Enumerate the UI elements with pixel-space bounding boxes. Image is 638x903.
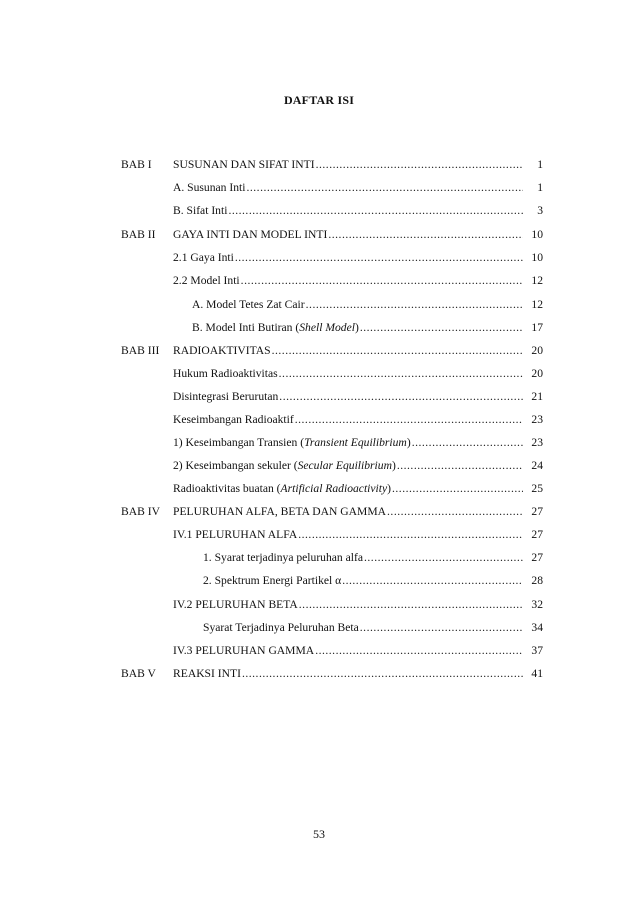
dot-leader <box>241 273 523 289</box>
entry-title <box>192 297 305 313</box>
dot-leader <box>387 504 523 520</box>
toc-entry[interactable] <box>173 666 525 682</box>
entry-title-italic: Secular Equilibrium <box>297 459 392 472</box>
dot-leader <box>342 573 523 589</box>
entry-page-number: 27 <box>531 505 543 518</box>
entry-title <box>173 366 278 382</box>
toc-row <box>0 180 638 196</box>
entry-title-text: IV.3 PELURUHAN GAMMA <box>173 644 315 657</box>
entry-title <box>173 203 227 219</box>
entry-page-number: 10 <box>531 228 543 241</box>
dot-leader <box>242 666 523 682</box>
page-number: 53 <box>313 827 325 841</box>
toc-entry[interactable] <box>192 297 525 313</box>
dot-leader <box>360 620 523 636</box>
toc-entry[interactable] <box>173 157 525 173</box>
toc-entry[interactable] <box>173 366 525 382</box>
toc-row <box>0 597 638 613</box>
entry-title <box>173 157 315 173</box>
toc-entry[interactable] <box>173 597 525 613</box>
dot-leader <box>295 412 523 428</box>
toc-entry[interactable] <box>173 458 525 474</box>
toc-row <box>0 366 638 382</box>
toc-row <box>0 435 638 451</box>
dot-leader <box>306 297 523 313</box>
dot-leader <box>279 366 523 382</box>
entry-page-number: 27 <box>531 551 543 564</box>
toc-entry[interactable] <box>173 227 525 243</box>
entry-title <box>173 227 327 243</box>
toc-row <box>0 481 638 497</box>
toc-entry[interactable] <box>173 412 525 428</box>
entry-page-number: 37 <box>531 644 543 657</box>
entry-title <box>173 250 234 266</box>
toc-row <box>0 412 638 428</box>
entry-title-text: Radioaktivitas buatan ( <box>173 482 281 495</box>
entry-title-text: ) <box>354 321 359 334</box>
toc-row <box>0 227 638 243</box>
entry-page-number: 34 <box>531 621 543 634</box>
dot-leader <box>397 458 523 474</box>
toc-row <box>0 550 638 566</box>
entry-title <box>173 343 271 359</box>
entry-title-text: 1) Keseimbangan Transien ( <box>173 436 305 449</box>
entry-title-italic: Transient Equilibrium <box>304 436 407 449</box>
dot-leader <box>392 481 523 497</box>
entry-page-number: 20 <box>531 367 543 380</box>
toc-row <box>0 343 638 359</box>
entry-title-text: A. Model Tetes Zat Cair <box>192 298 305 311</box>
dot-leader <box>272 343 523 359</box>
chapter-label: BAB III <box>121 344 160 357</box>
toc-row <box>0 666 638 682</box>
toc-entry[interactable] <box>173 180 525 196</box>
entry-title <box>173 597 298 613</box>
entry-title <box>173 481 391 497</box>
toc-entry[interactable] <box>173 481 525 497</box>
entry-title-text: Syarat Terjadinya Peluruhan Beta <box>203 621 359 634</box>
entry-title-text: 1. Syarat terjadinya peluruhan alfa <box>203 551 363 564</box>
toc-entry[interactable] <box>173 203 525 219</box>
entry-title-text: GAYA INTI DAN MODEL INTI <box>173 228 328 241</box>
toc-entry[interactable] <box>173 527 525 543</box>
entry-title-text: 2.1 Gaya Inti <box>173 251 234 264</box>
dot-leader <box>299 597 523 613</box>
entry-title <box>173 458 396 474</box>
toc-entry[interactable] <box>203 620 525 636</box>
toc-row <box>0 573 638 589</box>
entry-title-text: ) <box>391 459 396 472</box>
toc-entry[interactable] <box>203 550 525 566</box>
toc-entry[interactable] <box>173 273 525 289</box>
entry-title <box>173 666 241 682</box>
toc-row <box>0 389 638 405</box>
entry-page-number: 12 <box>531 298 543 311</box>
entry-title <box>203 550 363 566</box>
toc-row <box>0 273 638 289</box>
entry-page-number: 1 <box>537 181 543 194</box>
entry-title <box>173 504 386 520</box>
entry-title-text: 2. Spektrum Energi Partikel α <box>203 574 342 587</box>
entry-page-number: 41 <box>531 667 543 680</box>
dot-leader <box>360 320 523 336</box>
entry-title-text: REAKSI INTI <box>173 667 241 680</box>
entry-page-number: 23 <box>531 436 543 449</box>
dot-leader <box>298 527 523 543</box>
toc-row <box>0 297 638 313</box>
entry-page-number: 3 <box>537 204 543 217</box>
toc-entry[interactable] <box>173 643 525 659</box>
entry-title <box>173 527 297 543</box>
toc-entry[interactable] <box>173 504 525 520</box>
entry-page-number: 17 <box>531 321 543 334</box>
toc-entry[interactable] <box>173 435 525 451</box>
entry-title-text: 2) Keseimbangan sekuler ( <box>173 459 298 472</box>
entry-page-number: 10 <box>531 251 543 264</box>
entry-page-number: 24 <box>531 459 543 472</box>
toc-row <box>0 527 638 543</box>
toc-row <box>0 620 638 636</box>
entry-page-number: 28 <box>531 574 543 587</box>
toc-entry[interactable] <box>192 320 525 336</box>
entry-title <box>173 389 278 405</box>
entry-page-number: 1 <box>537 158 543 171</box>
dot-leader <box>328 227 523 243</box>
entry-page-number: 32 <box>531 598 543 611</box>
dot-leader <box>228 203 523 219</box>
dot-leader <box>279 389 523 405</box>
entry-title-text: IV.2 PELURUHAN BETA <box>173 598 298 611</box>
toc-row <box>0 157 638 173</box>
entry-title-text: IV.1 PELURUHAN ALFA <box>173 528 298 541</box>
entry-title-text: B. Sifat Inti <box>173 204 228 217</box>
chapter-label: BAB V <box>121 667 156 680</box>
chapter-label: BAB II <box>121 228 156 241</box>
dot-leader <box>315 643 523 659</box>
entry-title <box>173 643 314 659</box>
entry-title-text: 2.2 Model Inti <box>173 274 240 287</box>
entry-title-italic: Shell Model <box>299 321 355 334</box>
entry-page-number: 27 <box>531 528 543 541</box>
entry-title-text: Hukum Radioaktivitas <box>173 367 278 380</box>
entry-title-text: ) <box>406 436 411 449</box>
toc-row <box>0 320 638 336</box>
chapter-label: BAB IV <box>121 505 160 518</box>
entry-page-number: 23 <box>531 413 543 426</box>
dot-leader <box>364 550 523 566</box>
entry-page-number: 20 <box>531 344 543 357</box>
toc-entry[interactable] <box>173 250 525 266</box>
page-title: DAFTAR ISI <box>283 93 355 107</box>
entry-title-text: Disintegrasi Berurutan <box>173 390 279 403</box>
entry-title-text: Keseimbangan Radioaktif <box>173 413 294 426</box>
entry-title-text: SUSUNAN DAN SIFAT INTI <box>173 158 315 171</box>
entry-title-text: A. Susunan Inti <box>173 181 246 194</box>
chapter-label: BAB I <box>121 158 152 171</box>
entry-title-text: B. Model Inti Butiran ( <box>192 321 300 334</box>
toc-row <box>0 458 638 474</box>
toc-row <box>0 250 638 266</box>
entry-title-text: RADIOAKTIVITAS <box>173 344 271 357</box>
entry-page-number: 21 <box>531 390 543 403</box>
dot-leader <box>235 250 523 266</box>
entry-title <box>173 412 294 428</box>
toc-entry[interactable] <box>173 389 525 405</box>
entry-title-text: PELURUHAN ALFA, BETA DAN GAMMA <box>173 505 387 518</box>
toc-entry[interactable] <box>173 343 525 359</box>
toc-entry[interactable] <box>203 573 525 589</box>
entry-title <box>173 180 245 196</box>
dot-leader <box>246 180 523 196</box>
dot-leader <box>412 435 523 451</box>
entry-title-text: ) <box>387 482 391 495</box>
entry-title <box>203 620 359 636</box>
entry-title <box>203 573 341 589</box>
dot-leader <box>316 157 523 173</box>
entry-title <box>173 435 411 451</box>
entry-title <box>173 273 240 289</box>
entry-page-number: 25 <box>531 482 543 495</box>
entry-page-number: 12 <box>531 274 543 287</box>
toc-row <box>0 643 638 659</box>
entry-title <box>192 320 359 336</box>
toc-row <box>0 504 638 520</box>
toc-row <box>0 203 638 219</box>
entry-title-italic: Artificial Radioactivity <box>280 482 388 495</box>
